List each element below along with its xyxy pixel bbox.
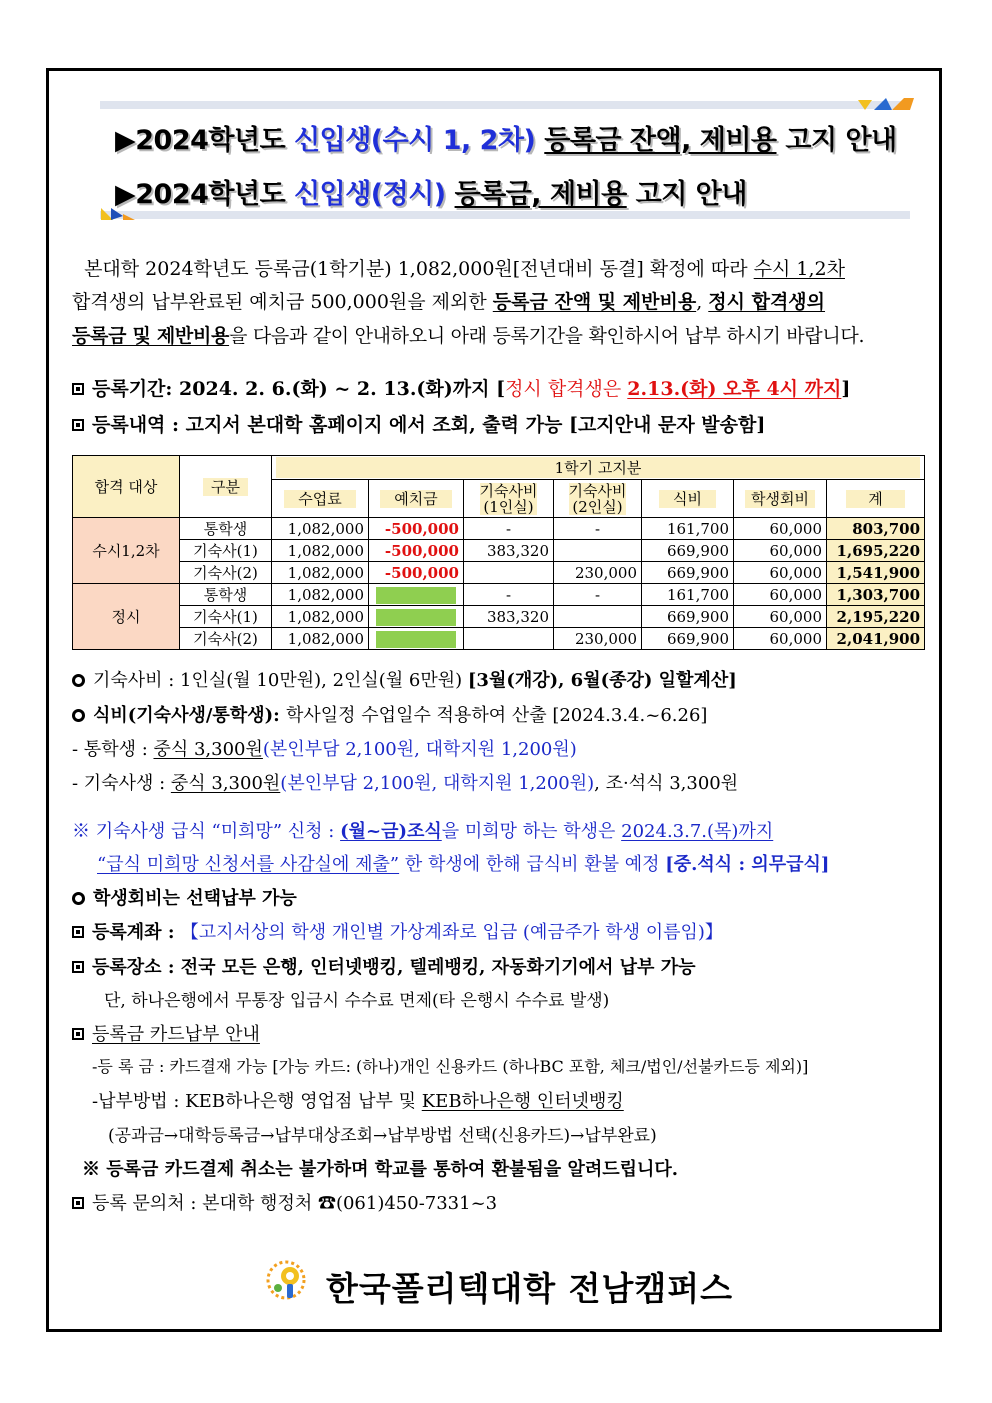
cell-council: 60,000	[734, 628, 827, 650]
col-council: 학생회비	[734, 480, 827, 518]
row-type: 통학생	[180, 584, 272, 606]
content-line: 등록내역 : 고지서 본대학 홈페이지 에서 조회, 출력 가능 [고지안내 문자 발송함]	[72, 410, 765, 437]
cell-council: 60,000	[734, 584, 827, 606]
row-type: 통학생	[180, 518, 272, 540]
top-deco-icon	[858, 96, 914, 112]
table-row	[73, 562, 925, 584]
col-meal: 식비	[642, 480, 734, 518]
cell-dorm2	[554, 540, 642, 562]
cell-deposit-blank	[369, 584, 464, 606]
cell-dorm2: 230,000	[554, 628, 642, 650]
cell-deposit: -500,000	[369, 562, 464, 584]
card-line-1: -등 록 금 : 카드결재 가능 [가능 카드: (하나)개인 신용카드 (하나BC 포함, 체크/법인/선불카드등 제외)]	[92, 1057, 809, 1076]
col-tuition: 수업료	[272, 480, 369, 518]
square-bullet-icon	[72, 1028, 84, 1040]
cell-meal: 161,700	[642, 584, 734, 606]
card-title: 등록금 카드납부 안내	[72, 1020, 260, 1046]
row-type: 기숙사(2)	[180, 628, 272, 650]
card-line-3: (공과금→대학등록금→납부대상조회→납부방법 선택(신용카드)→납부완료)	[108, 1126, 657, 1146]
cell-dorm1: 383,320	[464, 540, 554, 562]
cell-dorm2: -	[554, 584, 642, 606]
cell-tuition: 1,082,000	[272, 540, 369, 562]
cell-total: 2,041,900	[827, 628, 925, 650]
cell-meal: 669,900	[642, 562, 734, 584]
cell-council: 60,000	[734, 606, 827, 628]
cell-meal: 669,900	[642, 540, 734, 562]
circle-bullet-icon	[72, 892, 85, 905]
square-bullet-icon	[72, 961, 84, 973]
col-total: 계	[827, 480, 925, 518]
circle-bullet-icon	[72, 709, 85, 722]
table-row	[73, 628, 925, 650]
intro-line-1: 본대학 2024학년도 등록금(1학기분) 1,082,000원[전년대비 동결] 확정에 따라 수시 1,2차	[72, 258, 845, 280]
cell-dorm1: 383,320	[464, 606, 554, 628]
col-dorm2: 기숙사비 (2인실)	[554, 480, 642, 518]
note-dorm: 기숙사비 : 1인실(월 10만원), 2인실(월 6만원) [3월(개강), 6월(종강) 일할계산]	[72, 666, 737, 692]
cell-total: 803,700	[827, 518, 925, 540]
cell-dorm1: -	[464, 584, 554, 606]
intro-line-3: 등록금 및 제반비용을 다음과 같이 안내하오니 아래 등록기간을 확인하시어 납부 하시기 바랍니다.	[72, 325, 865, 347]
cell-total: 1,695,220	[827, 540, 925, 562]
table-row	[73, 540, 925, 562]
cell-total: 2,195,220	[827, 606, 925, 628]
school-name: 한국폴리텍대학 전남캠퍼스	[326, 1269, 734, 1308]
title-bottom-bar	[100, 211, 910, 219]
header-target: 합격 대상	[73, 456, 180, 518]
cell-deposit-blank	[369, 606, 464, 628]
school-logo-icon	[256, 1254, 316, 1308]
row-type: 기숙사(2)	[180, 562, 272, 584]
cell-total: 1,541,900	[827, 562, 925, 584]
fee-table	[72, 455, 925, 650]
note-meal: 식비(기숙사생/통학생): 학사일정 수업일수 적용하여 산출 [2024.3.4.~6.26]	[72, 701, 707, 727]
title-line-2: ▶2024학년도 신입생(정시) 등록금, 제비용 고지 안내	[115, 179, 747, 210]
card-line-4: ※ 등록금 카드결제 취소는 불가하며 학교를 통하여 환불됨을 알려드립니다.	[82, 1159, 679, 1180]
cell-meal: 669,900	[642, 606, 734, 628]
intro-line-2: 합격생의 납부완료된 예치금 500,000원을 제외한 등록금 잔액 및 제반비용, 정시 합격생의	[72, 291, 826, 313]
col-dorm1: 기숙사비 (1인실)	[464, 480, 554, 518]
cell-deposit: -500,000	[369, 540, 464, 562]
note-account: 등록계좌 : 【고지서상의 학생 개인별 가상계좌로 입금 (예금주가 학생 이름임)】	[72, 918, 723, 944]
cell-council: 60,000	[734, 518, 827, 540]
cell-dorm2	[554, 606, 642, 628]
square-bullet-icon	[72, 926, 84, 938]
header-type: 구분	[180, 456, 272, 518]
cell-council: 60,000	[734, 562, 827, 584]
circle-bullet-icon	[72, 674, 85, 687]
cell-tuition: 1,082,000	[272, 518, 369, 540]
table-row	[73, 606, 925, 628]
contact-line: 등록 문의처 : 본대학 행정처 ☎(061)450-7331~3	[72, 1189, 497, 1215]
square-bullet-icon	[72, 419, 84, 431]
row-type: 기숙사(1)	[180, 540, 272, 562]
col-deposit: 예치금	[369, 480, 464, 518]
group-early: 수시1,2차	[73, 518, 180, 584]
cell-meal: 161,700	[642, 518, 734, 540]
note-place: 등록장소 : 전국 모든 은행, 인터넷뱅킹, 텔레뱅킹, 자동화기기에서 납부 가능	[72, 953, 695, 979]
table-row	[73, 584, 925, 606]
note-commute: - 통학생 : 중식 3,300원(본인부담 2,100원, 대학지원 1,200원)	[72, 739, 577, 760]
note-dorm-student: - 기숙사생 : 중식 3,300원(본인부담 2,100원, 대학지원 1,200원), 조·석식 3,300원	[72, 773, 739, 794]
cell-tuition: 1,082,000	[272, 606, 369, 628]
title-top-bar	[100, 101, 910, 109]
cell-deposit-blank	[369, 628, 464, 650]
note-place-detail: 단, 하나은행에서 무통장 입금시 수수료 면제(타 은행시 수수료 발생)	[104, 991, 610, 1011]
note-council: 학생회비는 선택납부 가능	[72, 884, 297, 910]
cell-dorm2: 230,000	[554, 562, 642, 584]
cell-meal: 669,900	[642, 628, 734, 650]
cell-total: 1,303,700	[827, 584, 925, 606]
row-type: 기숙사(1)	[180, 606, 272, 628]
period-line: 등록기간: 2024. 2. 6.(화) ~ 2. 13.(화)까지 [정시 합격생은 2.13.(화) 오후 4시 까지]	[72, 374, 850, 401]
card-line-2: -납부방법 : KEB하나은행 영업점 납부 및 KEB하나은행 인터넷뱅킹	[92, 1091, 624, 1112]
table-row	[73, 518, 925, 540]
cell-dorm2: -	[554, 518, 642, 540]
cell-dorm1	[464, 628, 554, 650]
note-nomeal-2: “급식 미희망 신청서를 사감실에 제출” 한 학생에 한해 급식비 환불 예정 [중.석식 : 의무급식]	[97, 854, 830, 875]
cell-tuition: 1,082,000	[272, 562, 369, 584]
cell-dorm1: -	[464, 518, 554, 540]
cell-council: 60,000	[734, 540, 827, 562]
header-semester: 1학기 고지분	[272, 456, 925, 480]
cell-tuition: 1,082,000	[272, 584, 369, 606]
square-bullet-icon	[72, 1197, 84, 1209]
group-regular: 정시	[73, 584, 180, 650]
cell-deposit: -500,000	[369, 518, 464, 540]
cell-tuition: 1,082,000	[272, 628, 369, 650]
square-bullet-icon	[72, 383, 84, 395]
cell-dorm1	[464, 562, 554, 584]
title-line-1: ▶2024학년도 신입생(수시 1, 2차) 등록금 잔액, 제비용 고지 안내	[115, 125, 897, 156]
note-nomeal-1: ※ 기숙사생 급식 “미희망” 신청 : (월~금)조식을 미희망 하는 학생은 2024.3.7.(목)까지	[72, 821, 774, 842]
